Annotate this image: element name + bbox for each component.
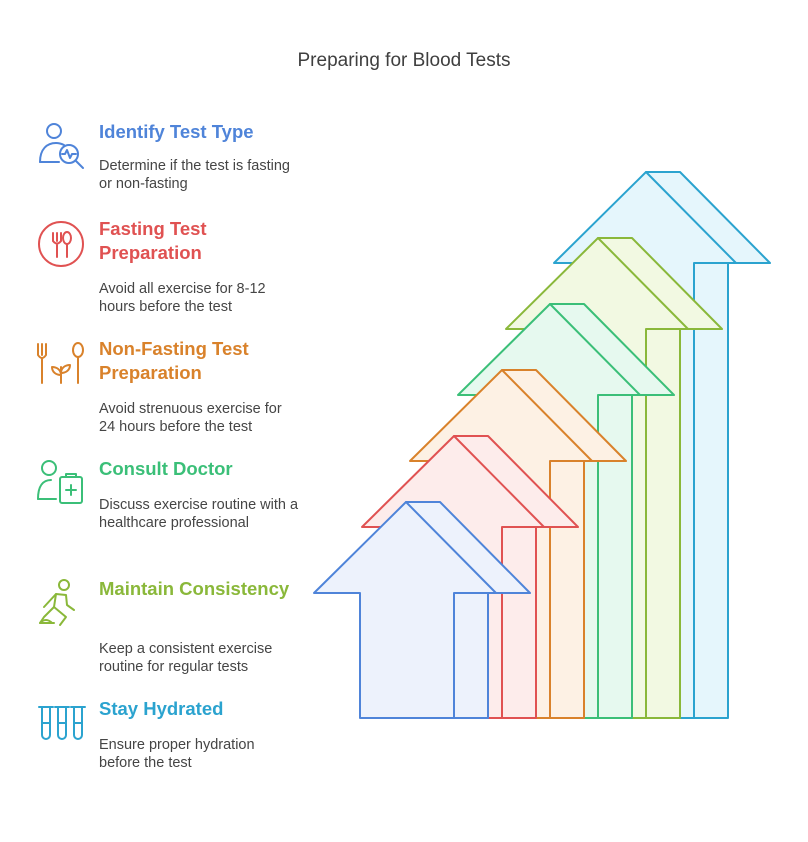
step-title: Identify Test Type [99,121,254,142]
diagram-title: Preparing for Blood Tests [297,50,511,71]
step-description: Discuss exercise routine with a healthcare professional [99,497,299,531]
step-title: Maintain Consistency [99,578,290,599]
exercise-person-icon [34,577,88,631]
step-title: Consult Doctor [99,458,233,479]
step-title: Non-Fasting Test Preparation [99,338,249,383]
step-description: Avoid all exercise for 8-12 hours before the test [99,281,266,315]
step-description: Keep a consistent exercise routine for regular tests [99,641,273,675]
step-title: Fasting Test Preparation [99,218,207,263]
step-description: Determine if the test is fasting or non-fasting [99,158,290,192]
test-tubes-icon [34,697,88,751]
person-search-icon [34,120,88,174]
doctor-clipboard-icon [34,457,88,511]
step-title: Stay Hydrated [99,698,224,719]
step-description: Avoid strenuous exercise for 24 hours before the test [99,401,282,435]
step-description: Ensure proper hydration before the test [99,737,255,771]
fork-plant-icon [34,337,88,391]
fork-spoon-icon [34,217,88,271]
